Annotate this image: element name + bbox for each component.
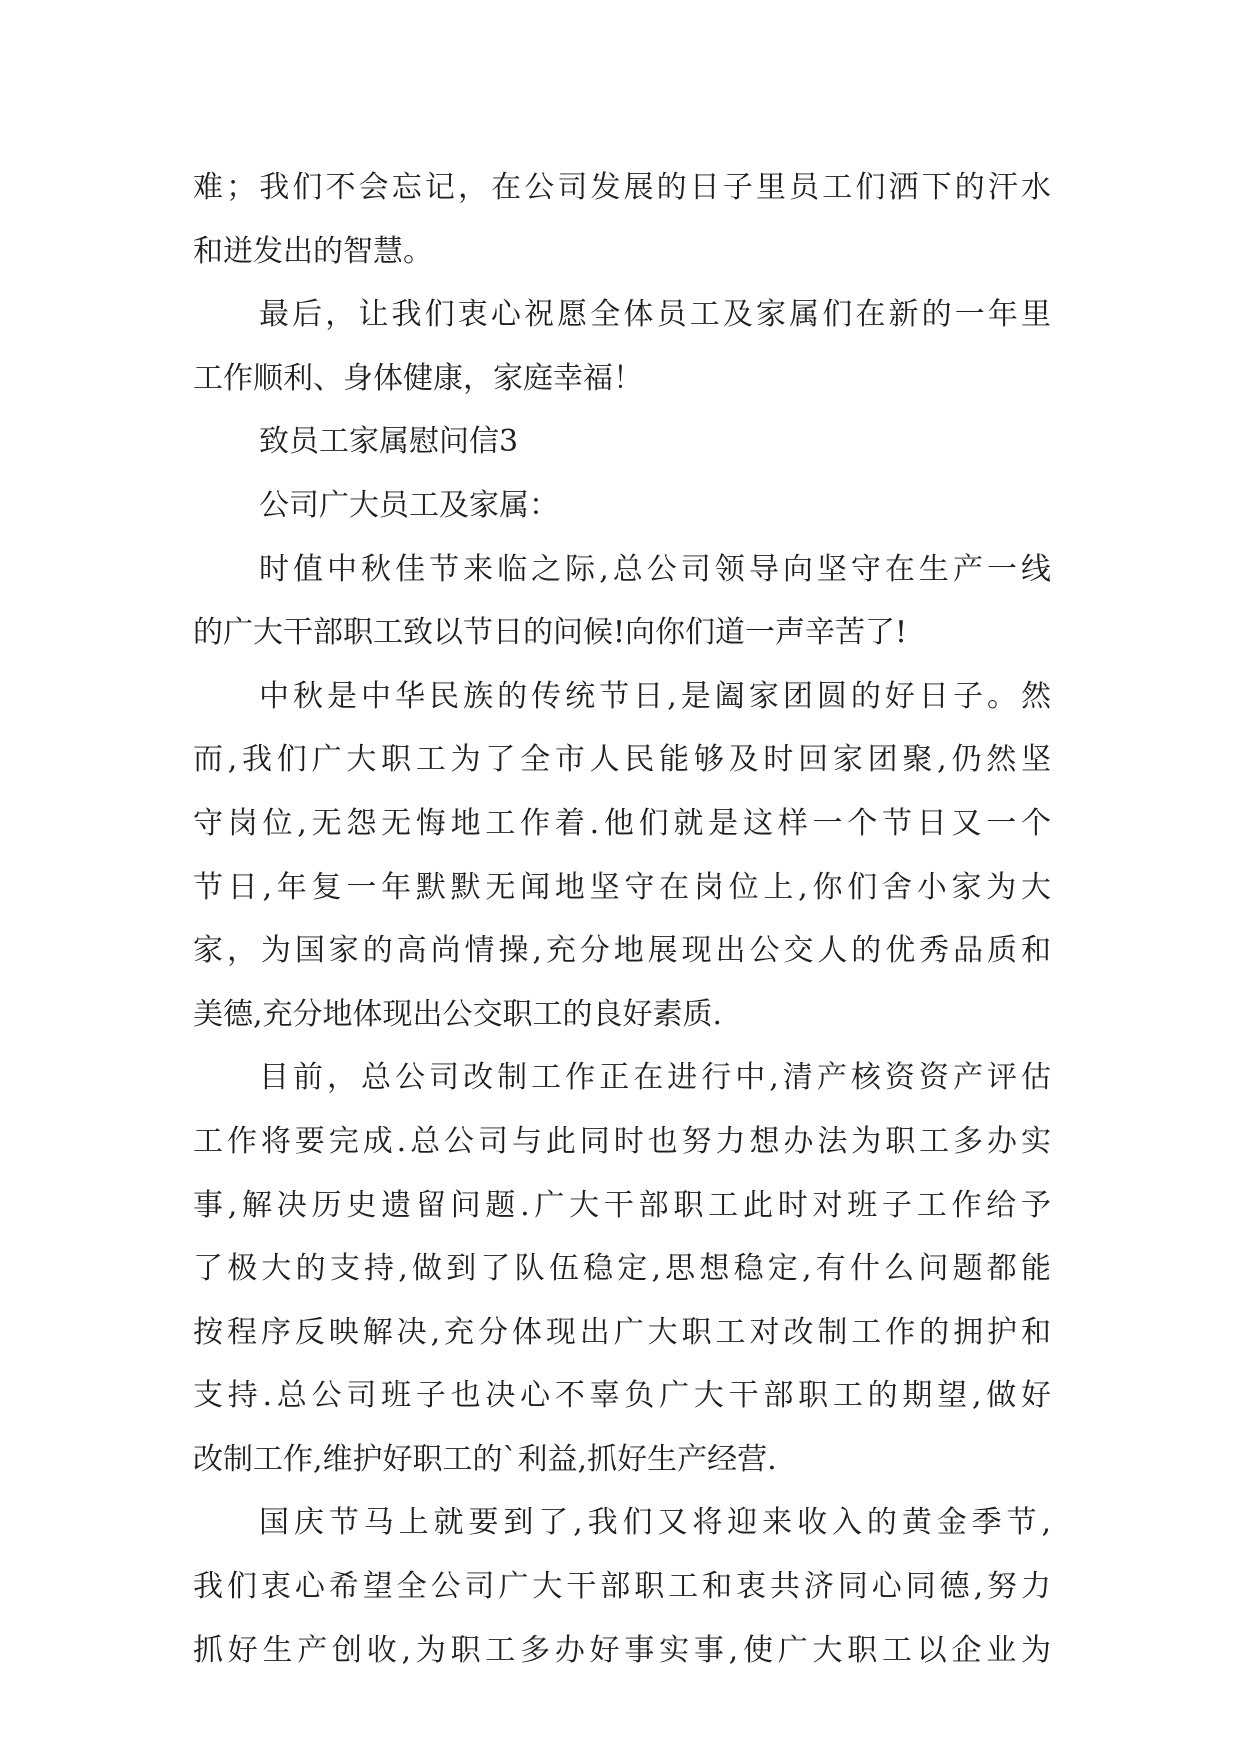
text-line: 工作将要完成.总公司与此同时也努力想办法为职工多办实 — [193, 1123, 1051, 1159]
text-line: 难；我们不会忘记，在公司发展的日子里员工们洒下的汗水 — [193, 170, 1051, 205]
text-line: 而,我们广大职工为了全市人民能够及时回家团聚,仍然坚 — [193, 742, 1051, 778]
text-line: 了极大的支持,做到了队伍稳定,思想稳定,有什么问题都能 — [193, 1251, 1051, 1287]
text-line: 目前，总公司改制工作正在进行中,清产核资资产评估 — [259, 1060, 1051, 1096]
text-line: 的广大干部职工致以节日的问候!向你们道一声辛苦了! — [193, 615, 908, 651]
text-line: 工作顺利、身体健康，家庭幸福！ — [193, 360, 643, 396]
salutation: 公司广大员工及家属： — [259, 487, 559, 523]
text-line: 节日,年复一年默默无闻地坚守在岗位上,你们舍小家为大 — [193, 869, 1051, 905]
text-line: 和迸发出的智慧。 — [193, 233, 433, 269]
text-line: 美德,充分地体现出公交职工的良好素质. — [193, 996, 723, 1032]
text-line: 最后，让我们衷心祝愿全体员工及家属们在新的一年里 — [259, 297, 1051, 333]
text-line: 守岗位,无怨无悔地工作着.他们就是这样一个节日又一个 — [193, 805, 1051, 841]
text-line: 支持.总公司班子也决心不辜负广大干部职工的期望,做好 — [193, 1378, 1051, 1414]
text-line: 国庆节马上就要到了,我们又将迎来收入的黄金季节, — [259, 1505, 1051, 1541]
text-line: 改制工作,维护好职工的`利益,抓好生产经营. — [193, 1441, 777, 1477]
text-line: 我们衷心希望全公司广大干部职工和衷共济同心同德,努力 — [193, 1569, 1051, 1605]
letter-title: 致员工家属慰问信3 — [259, 424, 519, 460]
text-line: 事,解决历史遗留问题.广大干部职工此时对班子工作给予 — [193, 1187, 1051, 1223]
body-text — [193, 156, 1051, 1682]
text-line: 家，为国家的高尚情操,充分地展现出公交人的优秀品质和 — [193, 933, 1051, 969]
text-line: 抓好生产创收,为职工多办好事实事,使广大职工以企业为 — [193, 1632, 1051, 1668]
text-line: 按程序反映解决,充分体现出广大职工对改制工作的拥护和 — [193, 1314, 1051, 1350]
text-line: 中秋是中华民族的传统节日,是阖家团圆的好日子。然 — [259, 678, 1051, 714]
text-line: 时值中秋佳节来临之际,总公司领导向坚守在生产一线 — [259, 551, 1051, 587]
